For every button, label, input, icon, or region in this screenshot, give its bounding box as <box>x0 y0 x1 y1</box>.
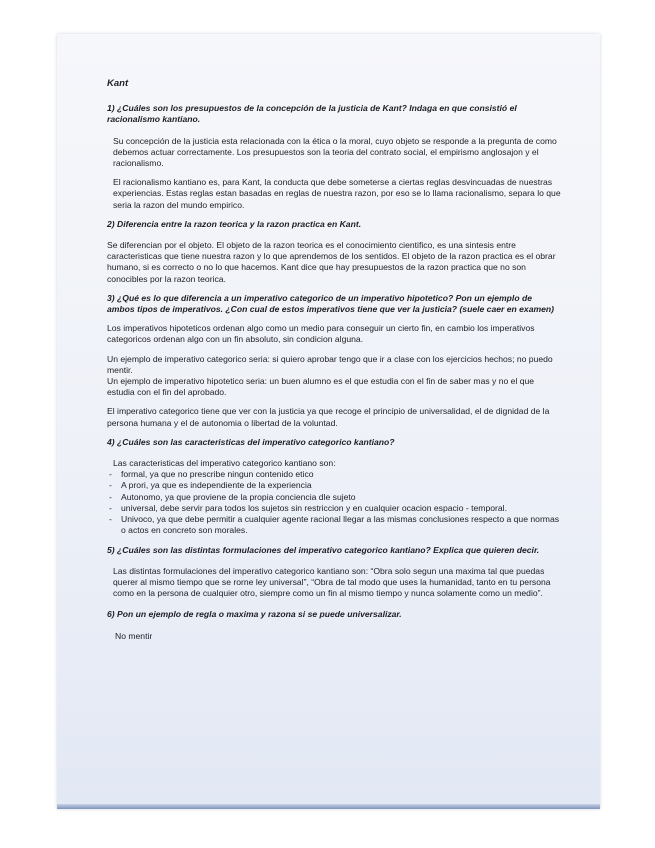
answer-3-paragraph-2: Un ejemplo de imperativo categorico seria: si quiero aprobar tengo que ir a clase con los ejercicios hechos; no puedo mentir. <box>107 353 553 375</box>
list-item: - universal, debe servir para todos los sujetos sin restriccion y en cualquier ocacion espacio - temporal. <box>107 503 561 514</box>
scanned-page <box>57 34 600 809</box>
answer-3-paragraph-4: El imperativo categorico tiene que ver con la justicia ya que recoge el principio de universalidad, el de dignidad de la persona humana y el de autonomia o libertad de la voluntad. <box>107 406 550 428</box>
question-3: 3) ¿Qué es lo que diferencia a un imperativo categorico de un imperativo hipotetico? Pon un ejemplo de ambos tipos de imperativos. ¿Con cual de estos imperativos tiene que ver la justicia? (suele caer en examen) <box>107 292 555 315</box>
answer-4-intro: Las caracteristicas del imperativo categorico kantiano son: <box>113 458 336 469</box>
list-item: - formal, ya que no prescribe ningun contenido etico <box>107 469 561 480</box>
answer-3-paragraph-1: Los imperativos hipoteticos ordenan algo como un medio para conseguir un cierto fin, en cambio los imperativos categoricos ordenan algo con un fin absoluto, sin condicion alguna. <box>107 323 535 345</box>
question-1: 1) ¿Cuáles son los presupuestos de la concepción de la justicia de Kant? Indaga en que consistió el racionalismo kantiano. <box>107 103 517 125</box>
question-5: 5) ¿Cuáles son las distintas formulaciones del imperativo categorico kantiano? Explica que quieren decir. <box>107 544 540 555</box>
question-2: 2) Diferencia entre la razon teorica y la razon practica en Kant. <box>107 218 362 229</box>
question-6: 6) Pon un ejemplo de regla o maxima y razona si se puede universalizar. <box>107 609 402 620</box>
list-item: - A prori, ya que es independiente de la experiencia <box>107 480 561 491</box>
document-title: Kant <box>107 78 129 89</box>
answer-5-paragraph-1: Las distintas formulaciones del imperativo categorico kantiano son: “Obra solo segun una maxima tal que puedas querer al mismo tiempo que se rorne ley universal”, “Obra de tal modo que uses la humanidad, tanto en tu persona como en la persona de cualquier otro, siempre como un fin al mismo tiempo y nunca solamente como un medio”. <box>113 565 551 599</box>
question-4: 4) ¿Cuáles son las caracteristicas del imperativo categorico kantiano? <box>107 436 395 447</box>
answer-3-paragraph-3: Un ejemplo de imperativo hipotetico seria: un buen alumno es el que estudia con el fin de saber mas y no el que estudia con el fin del aprobado. <box>107 376 535 398</box>
answer-6: No mentir <box>115 630 153 641</box>
list-item: - Autonomo, ya que proviene de la propia conciencia dle sujeto <box>107 492 561 503</box>
answer-1-paragraph-2: El racionalismo kantiano es, para Kant, la conducta que debe someterse a ciertas reglas desvincuadas de nuestras experiencias. Estas reglas estan basadas en reglas de nuestra razon, por eso se lo llama racionalismo, separa lo que seria la razon del mundo empirico. <box>113 177 561 210</box>
answer-1-paragraph-1: Su concepción de la justicia esta relacionada con la ética o la moral, cuyo objeto se responde a la pregunta de como debemos actuar correctamente. Los presupuestos son la teoria del contrato social, el empirismo anglosajon y el racionalismo. <box>113 135 557 169</box>
document-body <box>107 78 561 642</box>
list-item: - Univoco, ya que debe permitir a cualquier agente racional llegar a las mismas conclusiones respecto a que normas o actos en concreto son morales. <box>107 514 561 536</box>
characteristics-list <box>107 469 561 536</box>
answer-2-paragraph-1: Se diferencian por el objeto. El objeto de la razon teorica es el conocimiento cientifico, es una sintesis entre caracteristicas que tiene nuestra razon y lo que aprendemos de los sentidos. El objeto de la razon practica es el obrar humano, si es correcto o no lo que hacemos. Kant dice que hay presupuestos de la razon practica que no son conocibles por la razon teorica. <box>107 240 556 284</box>
